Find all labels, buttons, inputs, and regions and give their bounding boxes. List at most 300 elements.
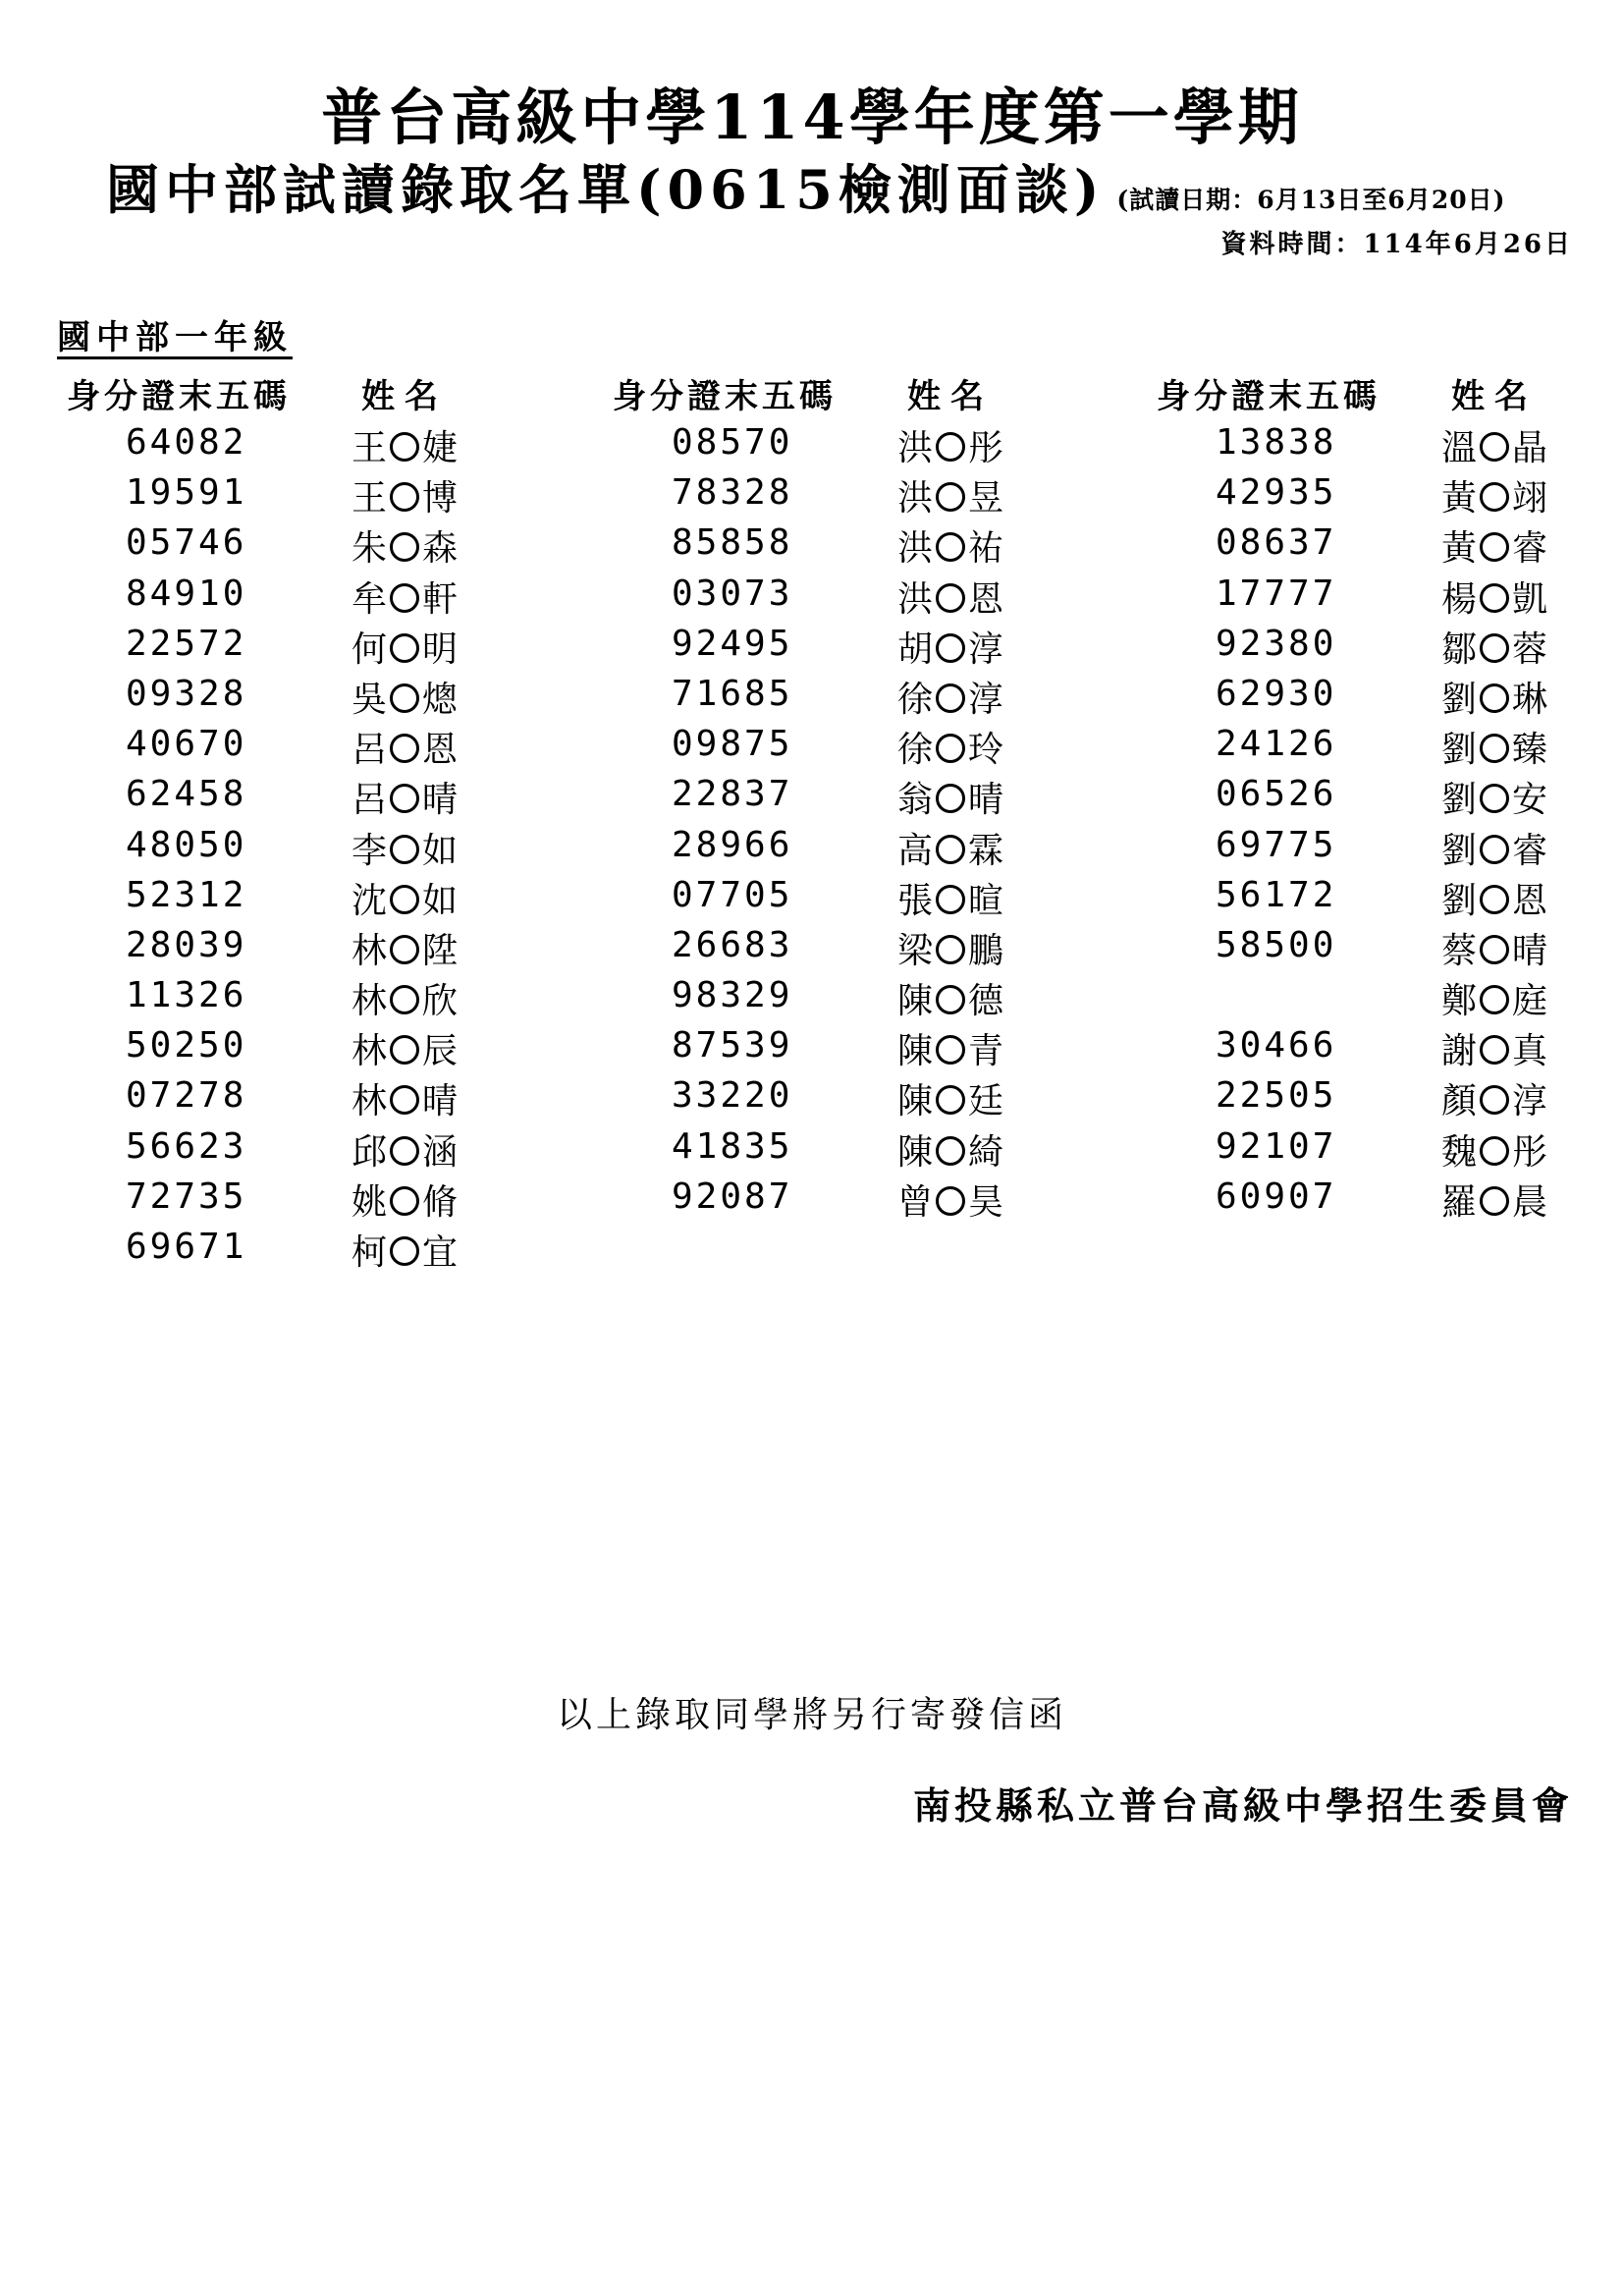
student-id-suffix: 08570 xyxy=(672,422,793,463)
student-id-suffix: 92107 xyxy=(1216,1125,1337,1167)
student-id-suffix: 41835 xyxy=(672,1125,793,1167)
student-surname: 邱 xyxy=(352,1131,388,1173)
student-id-suffix: 07705 xyxy=(672,874,793,915)
masked-character-circle-icon xyxy=(936,734,965,763)
student-given-name: 森 xyxy=(422,528,459,570)
masked-character-circle-icon xyxy=(1480,885,1509,914)
student-row xyxy=(67,418,558,468)
student-surname: 柯 xyxy=(352,1232,388,1273)
masked-character-circle-icon xyxy=(936,784,965,813)
masked-character-circle-icon xyxy=(1480,432,1509,462)
masked-character-circle-icon xyxy=(1480,532,1509,562)
student-id-suffix: 30466 xyxy=(1216,1025,1337,1066)
masked-character-circle-icon xyxy=(1480,835,1509,864)
student-given-name: 廷 xyxy=(968,1081,1004,1122)
student-name xyxy=(897,672,1003,722)
student-id-suffix: 28966 xyxy=(672,824,793,865)
student-name xyxy=(897,520,1003,571)
data-timestamp: 資料時間：114年6月26日 xyxy=(1220,230,1573,259)
student-given-name: 鵬 xyxy=(968,930,1004,971)
masked-character-circle-icon xyxy=(390,583,419,613)
masked-character-circle-icon xyxy=(936,935,965,964)
student-id-suffix: 78328 xyxy=(672,472,793,514)
student-given-name: 淳 xyxy=(968,629,1004,670)
masked-character-circle-icon xyxy=(390,482,419,512)
student-name xyxy=(897,420,1003,470)
student-row xyxy=(1157,871,1624,921)
student-given-name: 祐 xyxy=(968,528,1004,570)
student-surname: 李 xyxy=(352,830,388,871)
student-surname: 林 xyxy=(352,1031,388,1072)
student-id-suffix: 28039 xyxy=(126,924,247,965)
student-name xyxy=(352,973,458,1023)
student-row xyxy=(613,1071,1104,1121)
student-name xyxy=(897,622,1003,672)
student-surname: 洪 xyxy=(897,478,934,519)
student-surname: 徐 xyxy=(897,679,934,720)
student-row xyxy=(67,971,558,1021)
student-row xyxy=(613,720,1104,770)
student-given-name: 昱 xyxy=(968,478,1004,519)
student-name xyxy=(352,722,458,772)
student-column xyxy=(67,365,558,1273)
masked-character-circle-icon xyxy=(390,1085,419,1115)
student-name xyxy=(352,572,458,622)
student-id-suffix: 13838 xyxy=(1216,422,1337,463)
student-surname: 吳 xyxy=(352,679,388,720)
student-surname: 陳 xyxy=(897,1081,934,1122)
student-given-name: 脩 xyxy=(422,1181,459,1223)
student-given-name: 淳 xyxy=(1512,1081,1548,1122)
column-header xyxy=(67,365,558,418)
student-surname: 陳 xyxy=(897,1131,934,1173)
student-surname: 蔡 xyxy=(1441,930,1478,971)
student-row xyxy=(1157,570,1624,620)
student-surname: 牟 xyxy=(352,578,388,620)
student-surname: 魏 xyxy=(1441,1131,1478,1173)
student-name xyxy=(897,873,1003,923)
student-given-name: 晴 xyxy=(422,780,459,821)
student-surname: 洪 xyxy=(897,428,934,468)
masked-character-circle-icon xyxy=(390,532,419,562)
student-name xyxy=(897,923,1003,973)
student-surname: 高 xyxy=(897,830,934,871)
student-name xyxy=(352,1073,458,1123)
student-name xyxy=(1441,873,1547,923)
student-id-suffix: 26683 xyxy=(672,924,793,965)
student-name xyxy=(352,772,458,822)
masked-character-circle-icon xyxy=(390,633,419,663)
student-given-name: 昊 xyxy=(968,1181,1004,1223)
student-given-name: 睿 xyxy=(1512,830,1548,871)
student-row xyxy=(67,1223,558,1273)
student-row xyxy=(67,1021,558,1071)
masked-character-circle-icon xyxy=(390,1236,419,1266)
student-row xyxy=(613,670,1104,720)
student-name xyxy=(352,1124,458,1175)
student-id-suffix: 40670 xyxy=(126,724,247,765)
student-name xyxy=(897,1124,1003,1175)
masked-character-circle-icon xyxy=(390,985,419,1014)
student-id-suffix: 06526 xyxy=(1216,774,1337,815)
student-given-name: 辰 xyxy=(422,1031,459,1072)
student-surname: 陳 xyxy=(897,1031,934,1072)
masked-character-circle-icon xyxy=(936,885,965,914)
student-name xyxy=(352,1023,458,1073)
student-given-name: 綺 xyxy=(968,1131,1004,1173)
student-row xyxy=(67,821,558,871)
student-name xyxy=(897,772,1003,822)
masked-character-circle-icon xyxy=(936,1186,965,1216)
student-surname: 胡 xyxy=(897,629,934,670)
student-id-suffix: 42935 xyxy=(1216,472,1337,514)
student-row xyxy=(67,1071,558,1121)
student-given-name: 陞 xyxy=(422,930,459,971)
student-given-name: 涵 xyxy=(422,1131,459,1173)
student-id-suffix: 56623 xyxy=(126,1125,247,1167)
student-surname: 鄒 xyxy=(1441,629,1478,670)
student-row xyxy=(67,620,558,670)
student-id-suffix: 64082 xyxy=(126,422,247,463)
student-given-name: 琳 xyxy=(1512,679,1548,720)
student-given-name: 如 xyxy=(422,830,459,871)
masked-character-circle-icon xyxy=(1480,482,1509,512)
student-id-suffix: 92380 xyxy=(1216,623,1337,664)
student-id-suffix: 98329 xyxy=(672,975,793,1016)
student-surname: 張 xyxy=(897,880,934,921)
student-given-name: 蓉 xyxy=(1512,629,1548,670)
masked-character-circle-icon xyxy=(390,1186,419,1216)
student-given-name: 晴 xyxy=(968,780,1004,821)
student-surname: 林 xyxy=(352,981,388,1022)
student-id-suffix: 60907 xyxy=(1216,1175,1337,1217)
masked-character-circle-icon xyxy=(390,1035,419,1065)
student-given-name: 庭 xyxy=(1512,981,1548,1022)
student-id-suffix: 48050 xyxy=(126,824,247,865)
student-given-name: 如 xyxy=(422,880,459,921)
student-given-name: 睿 xyxy=(1512,528,1548,570)
student-given-name: 玲 xyxy=(968,730,1004,771)
student-surname: 劉 xyxy=(1441,730,1478,771)
student-id-suffix: 58500 xyxy=(1216,924,1337,965)
masked-character-circle-icon xyxy=(390,935,419,964)
student-id-suffix: 03073 xyxy=(672,573,793,614)
student-surname: 何 xyxy=(352,629,388,670)
student-column xyxy=(613,365,1104,1223)
student-given-name: 晴 xyxy=(1512,930,1548,971)
committee-signature: 南投縣私立普台高級中學招生委員會 xyxy=(912,1783,1573,1828)
masked-character-circle-icon xyxy=(936,835,965,864)
student-name xyxy=(352,873,458,923)
student-id-suffix: 56172 xyxy=(1216,874,1337,915)
student-surname: 呂 xyxy=(352,780,388,821)
student-given-name: 晴 xyxy=(422,1081,459,1122)
student-surname: 羅 xyxy=(1441,1181,1478,1223)
student-id-suffix: 24126 xyxy=(1216,724,1337,765)
student-surname: 林 xyxy=(352,1081,388,1122)
student-row xyxy=(1157,468,1624,519)
masked-character-circle-icon xyxy=(1480,683,1509,713)
masked-character-circle-icon xyxy=(1480,935,1509,964)
student-id-suffix: 92495 xyxy=(672,623,793,664)
student-name xyxy=(1441,1023,1547,1073)
student-id-suffix: 69775 xyxy=(1216,824,1337,865)
student-name xyxy=(897,572,1003,622)
student-name xyxy=(897,1175,1003,1225)
student-row xyxy=(67,468,558,519)
masked-character-circle-icon xyxy=(1480,1085,1509,1115)
student-row xyxy=(613,921,1104,971)
student-id-suffix: 22572 xyxy=(126,623,247,664)
student-name xyxy=(1441,823,1547,873)
student-row xyxy=(1157,921,1624,971)
id-column-header: 身分證末五碼 xyxy=(67,377,291,416)
student-given-name: 青 xyxy=(968,1031,1004,1072)
student-row xyxy=(613,620,1104,670)
masked-character-circle-icon xyxy=(936,1136,965,1166)
student-row xyxy=(1157,1122,1624,1173)
student-name xyxy=(897,722,1003,772)
masked-character-circle-icon xyxy=(390,835,419,864)
student-given-name: 臻 xyxy=(1512,730,1548,771)
footer-note: 以上錄取同學將另行寄發信函 xyxy=(556,1695,1067,1735)
student-row xyxy=(1157,971,1624,1021)
student-id-suffix: 17777 xyxy=(1216,573,1337,614)
student-surname: 鄭 xyxy=(1441,981,1478,1022)
student-given-name: 德 xyxy=(968,981,1004,1022)
student-row xyxy=(1157,1173,1624,1223)
id-column-header: 身分證末五碼 xyxy=(1157,377,1380,416)
student-name xyxy=(897,470,1003,520)
student-row xyxy=(67,720,558,770)
student-row xyxy=(613,570,1104,620)
student-row xyxy=(613,519,1104,569)
masked-character-circle-icon xyxy=(936,432,965,462)
student-surname: 徐 xyxy=(897,730,934,771)
student-name xyxy=(1441,1073,1547,1123)
student-name xyxy=(897,973,1003,1023)
student-name xyxy=(897,1023,1003,1073)
student-row xyxy=(1157,519,1624,569)
student-name xyxy=(1441,772,1547,822)
student-surname: 顏 xyxy=(1441,1081,1478,1122)
column-header xyxy=(1157,365,1624,418)
student-name xyxy=(1441,672,1547,722)
student-id-suffix: 69671 xyxy=(126,1227,247,1267)
masked-character-circle-icon xyxy=(1480,985,1509,1014)
student-name xyxy=(1441,622,1547,672)
student-given-name: 彤 xyxy=(1512,1131,1548,1173)
student-name xyxy=(897,823,1003,873)
student-given-name: 軒 xyxy=(422,578,459,620)
student-name xyxy=(897,1073,1003,1123)
student-name xyxy=(352,420,458,470)
masked-character-circle-icon xyxy=(390,734,419,763)
student-id-suffix: 71685 xyxy=(672,673,793,714)
student-surname: 翁 xyxy=(897,780,934,821)
student-surname: 劉 xyxy=(1441,830,1478,871)
student-name xyxy=(1441,923,1547,973)
student-name xyxy=(352,923,458,973)
student-given-name: 晨 xyxy=(1512,1181,1548,1223)
student-id-suffix: 09328 xyxy=(126,673,247,714)
student-row xyxy=(1157,620,1624,670)
student-row xyxy=(613,468,1104,519)
student-id-suffix: 72735 xyxy=(126,1175,247,1217)
student-id-suffix: 62930 xyxy=(1216,673,1337,714)
student-given-name: 暄 xyxy=(968,880,1004,921)
student-row xyxy=(67,570,558,620)
student-row xyxy=(1157,1021,1624,1071)
student-name xyxy=(1441,1124,1547,1175)
student-given-name: 欣 xyxy=(422,981,459,1022)
student-id-suffix: 84910 xyxy=(126,573,247,614)
student-surname: 梁 xyxy=(897,930,934,971)
student-surname: 黃 xyxy=(1441,478,1478,519)
student-surname: 林 xyxy=(352,930,388,971)
student-id-suffix: 52312 xyxy=(126,874,247,915)
student-id-suffix: 85858 xyxy=(672,522,793,564)
student-given-name: 恩 xyxy=(422,730,459,771)
student-row xyxy=(613,1122,1104,1173)
student-surname: 劉 xyxy=(1441,780,1478,821)
student-given-name: 婕 xyxy=(422,428,459,468)
student-surname: 黃 xyxy=(1441,528,1478,570)
masked-character-circle-icon xyxy=(936,683,965,713)
student-given-name: 真 xyxy=(1512,1031,1548,1072)
student-id-suffix: 33220 xyxy=(672,1075,793,1117)
name-column-header: 姓名 xyxy=(361,377,448,416)
student-row xyxy=(1157,418,1624,468)
student-surname: 洪 xyxy=(897,578,934,620)
masked-character-circle-icon xyxy=(1480,633,1509,663)
student-name xyxy=(1441,470,1547,520)
student-name xyxy=(352,520,458,571)
masked-character-circle-icon xyxy=(390,1136,419,1166)
masked-character-circle-icon xyxy=(1480,583,1509,613)
student-row xyxy=(67,519,558,569)
student-name xyxy=(1441,722,1547,772)
student-name xyxy=(1441,520,1547,571)
student-given-name: 安 xyxy=(1512,780,1548,821)
masked-character-circle-icon xyxy=(390,683,419,713)
student-surname: 曾 xyxy=(897,1181,934,1223)
masked-character-circle-icon xyxy=(936,633,965,663)
student-surname: 謝 xyxy=(1441,1031,1478,1072)
masked-character-circle-icon xyxy=(936,583,965,613)
student-row xyxy=(613,418,1104,468)
student-row xyxy=(67,921,558,971)
masked-character-circle-icon xyxy=(1480,1186,1509,1216)
student-given-name: 熜 xyxy=(422,679,459,720)
student-surname: 姚 xyxy=(352,1181,388,1223)
student-row xyxy=(1157,821,1624,871)
student-name xyxy=(1441,420,1547,470)
student-name xyxy=(352,672,458,722)
student-given-name: 晶 xyxy=(1512,428,1548,468)
name-column-header: 姓名 xyxy=(907,377,994,416)
student-id-suffix: 11326 xyxy=(126,975,247,1016)
masked-character-circle-icon xyxy=(1480,784,1509,813)
masked-character-circle-icon xyxy=(936,985,965,1014)
masked-character-circle-icon xyxy=(1480,734,1509,763)
student-row xyxy=(67,1122,558,1173)
student-name xyxy=(352,1225,458,1275)
student-given-name: 彤 xyxy=(968,428,1004,468)
student-surname: 朱 xyxy=(352,528,388,570)
id-column-header: 身分證末五碼 xyxy=(613,377,837,416)
student-name xyxy=(1441,572,1547,622)
student-given-name: 博 xyxy=(422,478,459,519)
student-row xyxy=(1157,1071,1624,1121)
masked-character-circle-icon xyxy=(936,532,965,562)
student-given-name: 淳 xyxy=(968,679,1004,720)
student-id-suffix: 22505 xyxy=(1216,1075,1337,1117)
name-column-header: 姓名 xyxy=(1451,377,1538,416)
student-name xyxy=(352,622,458,672)
student-given-name: 霖 xyxy=(968,830,1004,871)
student-given-name: 恩 xyxy=(1512,880,1548,921)
student-name xyxy=(1441,973,1547,1023)
student-surname: 王 xyxy=(352,428,388,468)
masked-character-circle-icon xyxy=(390,885,419,914)
student-id-suffix: 22837 xyxy=(672,774,793,815)
student-row xyxy=(613,770,1104,820)
student-surname: 王 xyxy=(352,478,388,519)
student-given-name: 翊 xyxy=(1512,478,1548,519)
student-row xyxy=(613,1021,1104,1071)
student-row xyxy=(67,770,558,820)
student-id-suffix: 92087 xyxy=(672,1175,793,1217)
student-row xyxy=(613,871,1104,921)
student-id-suffix: 08637 xyxy=(1216,522,1337,564)
student-name xyxy=(1441,1175,1547,1225)
grade-heading: 國中部一年級 xyxy=(57,318,293,357)
student-surname: 陳 xyxy=(897,981,934,1022)
masked-character-circle-icon xyxy=(936,1085,965,1115)
student-surname: 洪 xyxy=(897,528,934,570)
masked-character-circle-icon xyxy=(1480,1136,1509,1166)
student-surname: 楊 xyxy=(1441,578,1478,620)
student-surname: 溫 xyxy=(1441,428,1478,468)
masked-character-circle-icon xyxy=(390,432,419,462)
student-given-name: 明 xyxy=(422,629,459,670)
student-surname: 呂 xyxy=(352,730,388,771)
student-row xyxy=(613,971,1104,1021)
student-id-suffix: 62458 xyxy=(126,774,247,815)
student-row xyxy=(67,1173,558,1223)
student-column xyxy=(1157,365,1624,1223)
masked-character-circle-icon xyxy=(1480,1035,1509,1065)
student-surname: 沈 xyxy=(352,880,388,921)
student-name xyxy=(352,823,458,873)
student-name xyxy=(352,1175,458,1225)
student-id-suffix: 09875 xyxy=(672,724,793,765)
student-name xyxy=(352,470,458,520)
trial-period-note: (試讀日期：6月13日至6月20日) xyxy=(1116,186,1506,214)
student-given-name: 宜 xyxy=(422,1232,459,1273)
column-header xyxy=(613,365,1104,418)
student-row xyxy=(67,670,558,720)
student-row xyxy=(1157,720,1624,770)
student-row xyxy=(1157,770,1624,820)
student-id-suffix: 87539 xyxy=(672,1025,793,1066)
masked-character-circle-icon xyxy=(936,1035,965,1065)
student-surname: 劉 xyxy=(1441,880,1478,921)
student-surname: 劉 xyxy=(1441,679,1478,720)
student-row xyxy=(613,1173,1104,1223)
subtitle-main: 國中部試讀錄取名單(0615檢測面談) xyxy=(106,158,1106,221)
